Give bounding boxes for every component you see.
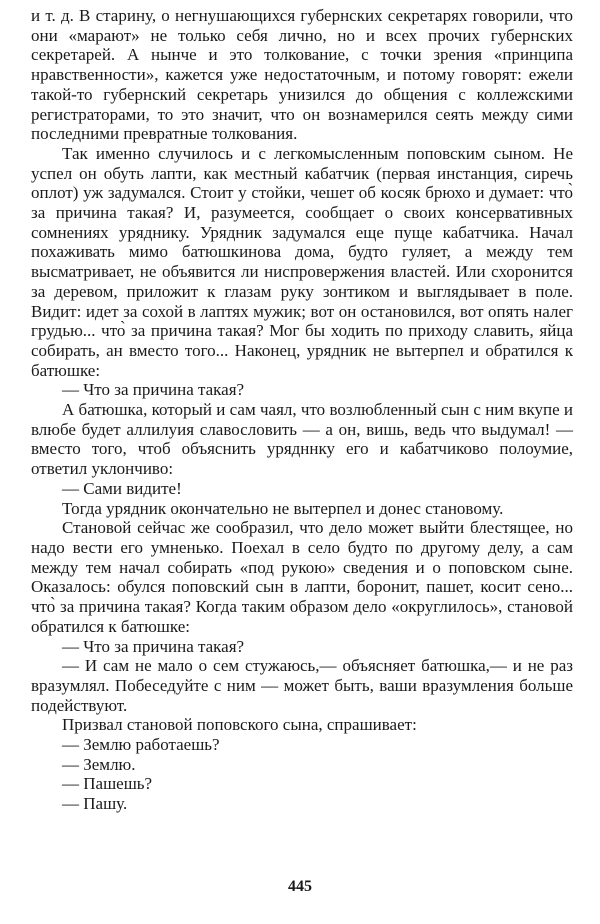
page-number: 445 <box>288 878 312 895</box>
page-body <box>31 6 573 814</box>
dialogue-line: — Пашешь? <box>62 774 153 794</box>
dialogue-line: — Землю работаешь? <box>62 735 220 755</box>
dialogue-line: — Что за причина такая? <box>62 380 245 400</box>
paragraph-10: Призвал становой поповского сына, спрашивает: <box>62 715 417 735</box>
paragraph-4: А батюшка, который и сам чаял, что возлюбленный сын с ним вкупе и влюбе будет аллилуия славословить — а он, вишь, ведь что выдумал! — вместо того, чтоб объяснить урядннку его и кабатчиково полоумие, ответил уклончиво: <box>31 400 573 479</box>
paragraph-1: и т. д. В старину, о негнушающихся губернских секретарях говорили, что они «марают» не только себя лично, но и всех прочих губернских секретарей. А нынче и это толкование, с точки зрения «принципа нравственности», кажется уже недостаточным, и потому говорят: ежели такой-то губернский секретарь унизился до общения с коллежскими регистраторами, то это значит, что он вознамерился сеять между сими последними превратные толкования. <box>31 6 573 144</box>
dialogue-line: — Что за причина такая? <box>62 636 245 656</box>
dialogue-line: — Землю. <box>62 754 136 774</box>
dialogue-line: — И сам не мало о сем стужаюсь,— объясняет батюшка,— и не раз вразумлял. Побеседуйте с ним — может быть, ваши вразумления больше подействуют. <box>31 656 573 715</box>
paragraph-7: Становой сейчас же сообразил, что дело может выйти блестящее, но надо вести его умненько. Поехал в село будто по другому делу, а сам между тем начал собирать «под рукою» сведения и о поповском сыне. Оказалось: обулся поповский сын в лапти, боронит, пашет, косит сено... что̀ за причина такая? Когда таким образом дело «округлилось», становой обратился к батюшке: <box>31 518 573 636</box>
paragraph-2: Так именно случилось и с легкомысленным поповским сыном. Не успел он обуть лапти, как местный кабатчик (первая инстанция, сиречь оплот) уж задумался. Стоит у стойки, чешет об косяк брюхо и думает: что̀ за причина такая? И, разумеется, сообщает о своих консервативных сомнениях уряднику. Урядник задумался еще пуще кабатчика. Начал похаживать мимо батюшкинова дома, будто гуляет, а между тем высматривает, не объявится ли ниспровержения властей. Или схоронится за деревом, приложит к глазам руку зонтиком и выглядывает в поле. Видит: идет за сохой в лаптях мужик; вот он остановился, вот опять налег грудью... что̀ за причина такая? Мог бы ходить по приходу славить, яйца собирать, ан вместо того... Наконец, урядник не вытерпел и обратился к батюшке: <box>31 143 573 380</box>
dialogue-line: — Пашу. <box>62 794 128 814</box>
dialogue-line: — Сами видите! <box>62 478 182 498</box>
paragraph-6: Тогда урядник окончательно не вытерпел и донес становому. <box>62 498 504 518</box>
